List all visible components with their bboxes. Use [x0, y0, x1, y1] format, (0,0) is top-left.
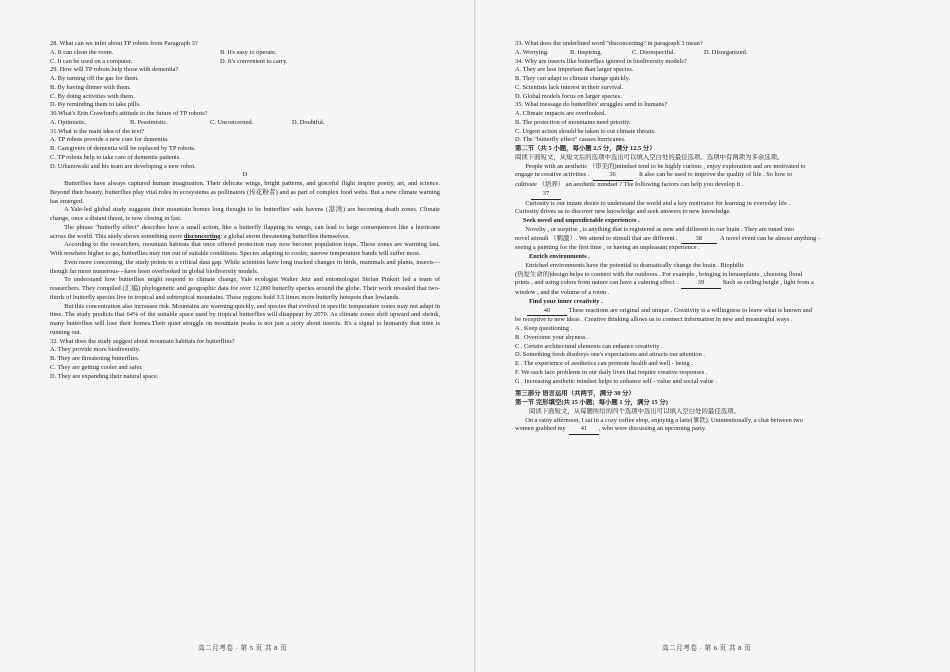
- cloze-para-3-line-3: seeing a painting for the first time , or having an unpleasant experience .: [515, 244, 700, 252]
- cloze-para-4-line-4: window , and the volume of a room .: [515, 289, 610, 296]
- q28-option-c: C. It can be used on a computer.: [50, 57, 133, 65]
- cloze-story-line-1: On a rainy afternoon, I sat in a cozy coffee shop, enjoying a latte(拿铁). Unintentionally, a chat between two: [525, 416, 803, 424]
- cloze-text: , who were discussing an upcoming party.: [598, 425, 707, 433]
- left-page-footer: 高二月考卷 · 第 5 页 共 8 页: [198, 645, 288, 652]
- passage-paragraph-6: To understand how butterflies might respond to climate change, Yale ecologist Walter Jetz and entomologist Stefan Pinkert led a team of researchers. They compiled (汇编) phylogenetic and geographic data for over 12,000 butterfly species around the globe. Their work revealed that two-thirds of butterfly species live in tropical and subtropical mountains. These regions hold 3.5 times more butterfly hotspots than lowlands.: [50, 276, 440, 301]
- cloze-para-3-line-2: [515, 235, 907, 245]
- q29-option-a: A. By turning off the gas for them.: [50, 75, 139, 82]
- q35-option-d: D. The "butterfly effect" causes hurricanes.: [515, 136, 626, 144]
- q35-stem: 35. What message do butterflies' struggles send to humans?: [515, 101, 668, 109]
- cloze-text: Such as ceiling height , light from a: [722, 279, 814, 287]
- q29-option-d: D. By reminding them to take pills.: [50, 101, 141, 109]
- q34-option-b: B. They can adapt to climate change quickly.: [515, 75, 630, 82]
- option-e: E . The experience of aesthetics can promote health and well - being .: [515, 360, 693, 367]
- q30-options: [50, 119, 440, 128]
- cloze-para-5-line-2: be receptive to new ideas . Creative thinking allows us to connect information in new and meaningful ways .: [515, 316, 793, 324]
- q32-option-c: C. They are getting cooler and safer.: [50, 363, 143, 371]
- q30-option-c: C. Unconcerned.: [210, 118, 254, 126]
- q30-option-d: D. Doubtful.: [292, 118, 325, 126]
- right-page-footer: 高二月考卷 · 第 6 页 共 8 页: [662, 645, 752, 652]
- left-page: [50, 40, 440, 381]
- q30-stem: 30.What's Erin Crawford's attitude to the future of TP robots?: [50, 110, 208, 117]
- underlined-word: disconcerting: [183, 232, 221, 240]
- blank-36: 36: [593, 171, 633, 181]
- part-3-section-1-title: 第一节 完形填空(共 15 小题；每小题 1 分，满分 15 分): [515, 399, 668, 406]
- cloze-para-4-line-3: [515, 279, 907, 289]
- q32-stem: 32. What does the study suggest about mountain habitats for butterflies?: [50, 337, 235, 345]
- q33-option-a: A. Worrying.: [515, 48, 549, 56]
- passage-label: D: [242, 171, 248, 179]
- heading-inner-creativity: Find your inner creativity .: [529, 297, 603, 305]
- cloze-para-1-line-2: [515, 171, 907, 181]
- q32-option-b: B. They are threatening butterflies.: [50, 355, 140, 362]
- passage-paragraph-3: [50, 224, 440, 242]
- q33-options: [515, 49, 907, 58]
- option-g: G . Increasing aesthetic mindset helps to enhance self - value and social value .: [515, 377, 717, 385]
- cloze-text: It also can be used to improve the quality of life . So how to: [638, 171, 793, 179]
- cloze-para-5-line-1: [515, 307, 907, 317]
- passage-paragraph-2: A Yale-led global study suggests their mountain homes long thought to be butterflies' safe havens (港湾) are becoming death zones. Climate change, once a distant threat, is now closing in fast.: [50, 206, 440, 222]
- cloze-story-line-2: [515, 425, 907, 435]
- q31-option-c: C. TP robots help to take care of dementia patients.: [50, 153, 181, 161]
- q32-option-d: D. They are expanding their natural space.: [50, 372, 159, 380]
- q33-option-b: B. Inspiring.: [570, 48, 603, 56]
- q29-stem: 29. How will TP robots help those with dementia?: [50, 66, 179, 74]
- q33-stem: 33. What does the underlined word "disconcerting" in paragraph 3 mean?: [515, 40, 703, 47]
- cloze-text: A novel event can be almost anything -: [720, 234, 820, 242]
- option-f: F. We each face problems in our daily lives that require creative responses .: [515, 368, 708, 376]
- passage-paragraph-1: Butterflies have always captured human imagination. Their delicate wings, bright patterns, and graceful flight inspire poetry, art, and science. Beyond their beauty, butterflies play vital roles in ecosystems as pollinators (传花粉者) and as part of complex food webs. But a new climate warning has emerged.: [50, 180, 440, 205]
- q35-option-b: B. The protection of mountains need priority.: [515, 118, 631, 126]
- q29-option-c: C. By doing activities with them.: [50, 92, 135, 100]
- heading-seek-novel: Seek novel and unpredictable experiences .: [523, 217, 640, 224]
- heading-enrich-environments: Enrich environments .: [529, 253, 590, 260]
- cloze-para-1-line-3: cultivate （培养） an aesthetic mindset ? The following factors can help you develop it .: [515, 181, 744, 188]
- q28-options-row2: [50, 58, 440, 67]
- passage-paragraph-7: But this concentration also increases risk. Mountains are warming quickly, and species that evolved in specific temperature zones may not adapt in time. The study predicts that 64% of the suitable space used by tropical butterflies will disappear by 2070. As climate zones shift upward and shrink, many butterflies will lose their homes.Their quiet struggle on mountain peaks is not just a story about insects. It's a signal to humanity that time is running out.: [50, 302, 440, 336]
- q32-option-a: A. They provide more biodiversity.: [50, 346, 140, 354]
- q29-option-b: B. By having dinner with them.: [50, 83, 131, 91]
- blank-39: 39: [681, 279, 721, 289]
- cloze-text: engage in creative activities .: [515, 171, 590, 179]
- cloze-para-4-line-2: (热爱生命的)design helps to connect with the outdoors . For example , bringing in houseplants , choosing floral: [515, 270, 803, 278]
- option-c: C . Certain architectural elements can enhance creativity .: [515, 342, 663, 350]
- blank-41: 41: [569, 425, 599, 435]
- q31-option-d: D. Urbanowski and his team are developing a new robot.: [50, 162, 196, 170]
- cloze-blank-37-line: [515, 190, 907, 200]
- option-a: A . Keep questioning .: [515, 325, 573, 332]
- section-2-instructions: 阅读下面短文，从短文后的选项中选出可以填入空白处的最佳选项。选项中有两项为多余选项。: [515, 153, 784, 161]
- option-b: B . Overcome your shyness .: [515, 333, 589, 341]
- q35-option-c: C. Urgent action should be taken to cut climate threats.: [515, 127, 656, 135]
- q28-stem: 28. What can we infer about TP robots from Paragraph 3?: [50, 40, 198, 47]
- q34-stem: 34. Why are insects like butterflies ignored in biodiversity models?: [515, 57, 687, 65]
- q34-option-c: C. Scientists lack interest in their survival.: [515, 83, 624, 91]
- blank-38: 38: [681, 235, 717, 245]
- q35-option-a: A. Climate impacts are overlooked.: [515, 110, 606, 117]
- passage-paragraph-4: According to the researchers, mountain habitats that once offered protection may now become population traps. These zones are warming fast. With nowhere higher to go, butterflies may run out of suitable conditions. Species adapting to cooler, narrow temperature bands will suffer most.: [50, 241, 440, 257]
- q30-option-a: A. Optimistic.: [50, 118, 87, 126]
- paragraph-3-text-before: The phrase "butterfly effect" describes how a small action, like a butterfly flapping its wings, can lead to large consequences like a hurricane across the world. This study shows something more: [50, 223, 440, 240]
- blank-40: 40: [527, 307, 567, 317]
- cloze-text: women grabbed my: [515, 425, 566, 433]
- q30-option-b: B. Pessimistic.: [130, 118, 168, 126]
- q31-option-a: A. TP robots provide a new cure for dementia.: [50, 136, 169, 144]
- cloze-para-1-line-1: People with an aesthetic （审美的)mindset tend to be highly curious , enjoy exploration and are motivated to: [525, 162, 806, 170]
- cloze-text: These reactions are original and unique . Creativity is a willingness to leave what is known and: [568, 306, 812, 314]
- q33-option-d: D. Disorganized.: [704, 48, 748, 56]
- right-page: [515, 40, 907, 435]
- blank-37: 37: [531, 190, 561, 200]
- cloze-para-2-line-2: Curiosity drives us to discover new knowledge and seek answers to new knowledge.: [515, 208, 731, 216]
- paragraph-3-text-after: : a global storm threatening butterflies themselves.: [220, 232, 350, 240]
- q28-option-a: A. It can clean the room.: [50, 48, 114, 56]
- q34-option-d: D. Global models focus on larger species.: [515, 92, 622, 100]
- q33-option-c: C. Disrespectful.: [632, 48, 676, 56]
- q28-option-d: D. It's convenient to carry.: [220, 57, 288, 65]
- page-fold: [474, 0, 476, 672]
- q34-option-a: A. They are less important than larger species.: [515, 66, 634, 74]
- part-3-instructions: 阅读下面短文，从每题所给的四个选项中选出可以填入空白处的最佳选项。: [529, 407, 740, 415]
- cloze-text: prints , and using colors from nature can have a calming effect .: [515, 279, 678, 287]
- cloze-para-4-line-1: Enriched environments have the potential to dramatically change the brain . Biophilic: [525, 261, 745, 269]
- q28-options-row1: [50, 49, 440, 58]
- section-2-title: 第二节（共 5 小题，每小题 2.5 分，满分 12.5 分）: [515, 145, 656, 152]
- part-3-title: 第三部分 语言运用（共两节，满分 30 分）: [515, 390, 635, 398]
- cloze-para-3-line-1: Novelty , or surprise , is anything that is registered as new and different to our brain . They are tuned into: [525, 225, 795, 233]
- cloze-para-2-line-1: Curiosity is our innate desire to understand the world and a key motivator for learning in everyday life .: [525, 199, 791, 207]
- q28-option-b: B. It's easy to operate.: [220, 48, 277, 56]
- q31-option-b: B. Caregivers of dementia will be replaced by TP robots.: [50, 145, 196, 152]
- passage-paragraph-5: Even more concerning, the study points to a critical data gap. While scientists have long tracked changes in birds, mammals and plants, insects—though far more numerous—have been overlooked in global biodiversity models.: [50, 258, 440, 275]
- q31-stem: 31.What is the main idea of the text?: [50, 127, 145, 135]
- cloze-text: novel stimuli （刺激）. We attend to stimuli that are different .: [515, 234, 678, 242]
- option-d: D. Something fresh disobeys one's expectations and attracts our attention .: [515, 351, 705, 359]
